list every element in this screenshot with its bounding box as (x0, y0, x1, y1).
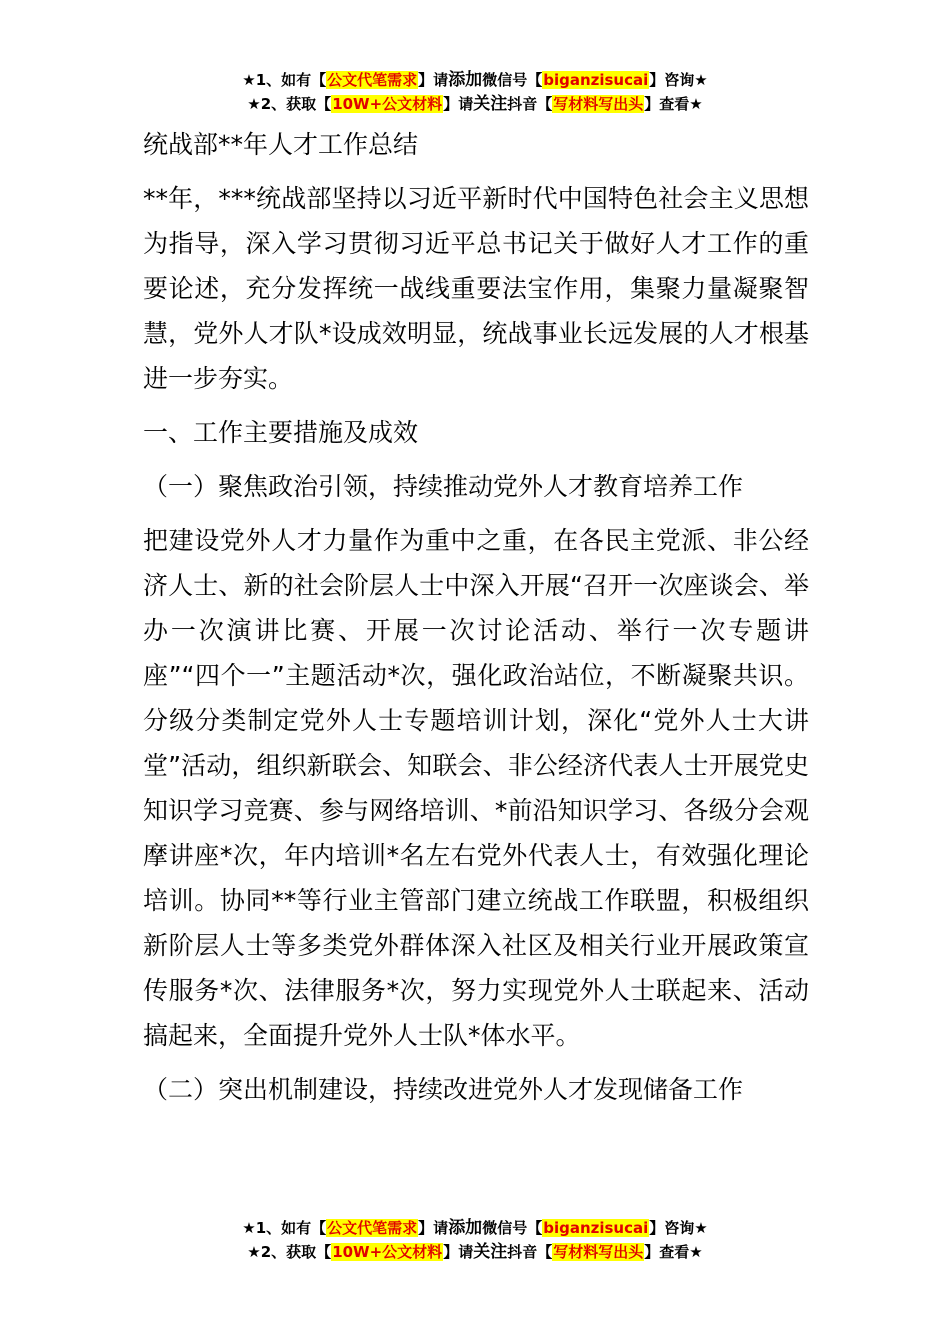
banner-text: 抖音【 (507, 1243, 553, 1261)
banner-highlight: biganzisucai (543, 1219, 649, 1237)
banner-text: 微信号【 (482, 1219, 543, 1237)
intro-paragraph: **年，***统战部坚持以习近平新时代中国特色社会主义思想为指导，深入学习贯彻习近平总书记关于做好人才工作的重要论述，充分发挥统一战线重要法宝作用，集聚力量凝聚智慧，党外人才队*设成效明显，统战事业长远发展的人才根基进一步夯实。 (143, 184, 809, 393)
banner-text: 】咨询★ (649, 1219, 708, 1237)
banner-line-1 (0, 68, 950, 92)
banner-highlight: 写材料写出头 (553, 1243, 644, 1261)
banner-highlight: 10W+公文材料 (332, 1243, 443, 1261)
document-body (143, 122, 809, 1112)
banner-text: 】查看★ (644, 1243, 703, 1261)
footer-banner (0, 1216, 950, 1264)
banner-text: 】请 (418, 1219, 449, 1237)
banner-highlight: 写材料写出头 (553, 95, 644, 113)
banner-text: 抖音【 (507, 95, 553, 113)
banner-text: ★1、如有【 (242, 1219, 327, 1237)
subsection-heading-2: （二）突出机制建设，持续改进党外人才发现储备工作 (143, 1075, 744, 1104)
banner-emphasis: 关注 (473, 1242, 508, 1262)
banner-text: 】请 (418, 71, 449, 89)
banner-highlight: biganzisucai (543, 71, 649, 89)
banner-emphasis: 关注 (473, 94, 508, 114)
header-banner (0, 68, 950, 116)
section-heading-1: 一、工作主要措施及成效 (143, 418, 419, 447)
document-title: 统战部**年人才工作总结 (143, 130, 419, 159)
body-paragraph-1: 把建设党外人才力量作为重中之重，在各民主党派、非公经济人士、新的社会阶层人士中深入开展“召开一次座谈会、举办一次演讲比赛、开展一次讨论活动、举行一次专题讲座”“四个一”主题活动*次，强化政治站位，不断凝聚共识。分级分类制定党外人士专题培训计划，深化“党外人士大讲堂”活动，组织新联会、知联会、非公经济代表人士开展党史知识学习竞赛、参与网络培训、*前沿知识学习、各级分会观摩讲座*次，年内培训*名左右党外代表人士，有效强化理论培训。协同**等行业主管部门建立统战工作联盟，积极组织新阶层人士等多类党外群体深入社区及相关行业开展政策宣传服务*次、法律服务*次，努力实现党外人士联起来、活动搞起来，全面提升党外人士队*体水平。 (143, 526, 809, 1050)
banner-emphasis: 添加 (448, 1218, 483, 1238)
banner-line-2 (0, 1240, 950, 1264)
banner-text: 】请 (443, 1243, 474, 1261)
banner-text: 】查看★ (644, 95, 703, 113)
banner-highlight: 公文代笔需求 (327, 71, 418, 89)
banner-highlight: 公文代笔需求 (327, 1219, 418, 1237)
banner-text: ★2、获取【 (247, 95, 332, 113)
banner-text: 】咨询★ (649, 71, 708, 89)
banner-text: 微信号【 (482, 71, 543, 89)
banner-text: ★1、如有【 (242, 71, 327, 89)
banner-line-2 (0, 92, 950, 116)
banner-text: 】请 (443, 95, 474, 113)
subsection-heading-1: （一）聚焦政治引领，持续推动党外人才教育培养工作 (143, 472, 744, 501)
banner-text: ★2、获取【 (247, 1243, 332, 1261)
banner-emphasis: 添加 (448, 70, 483, 90)
banner-highlight: 10W+公文材料 (332, 95, 443, 113)
banner-line-1 (0, 1216, 950, 1240)
